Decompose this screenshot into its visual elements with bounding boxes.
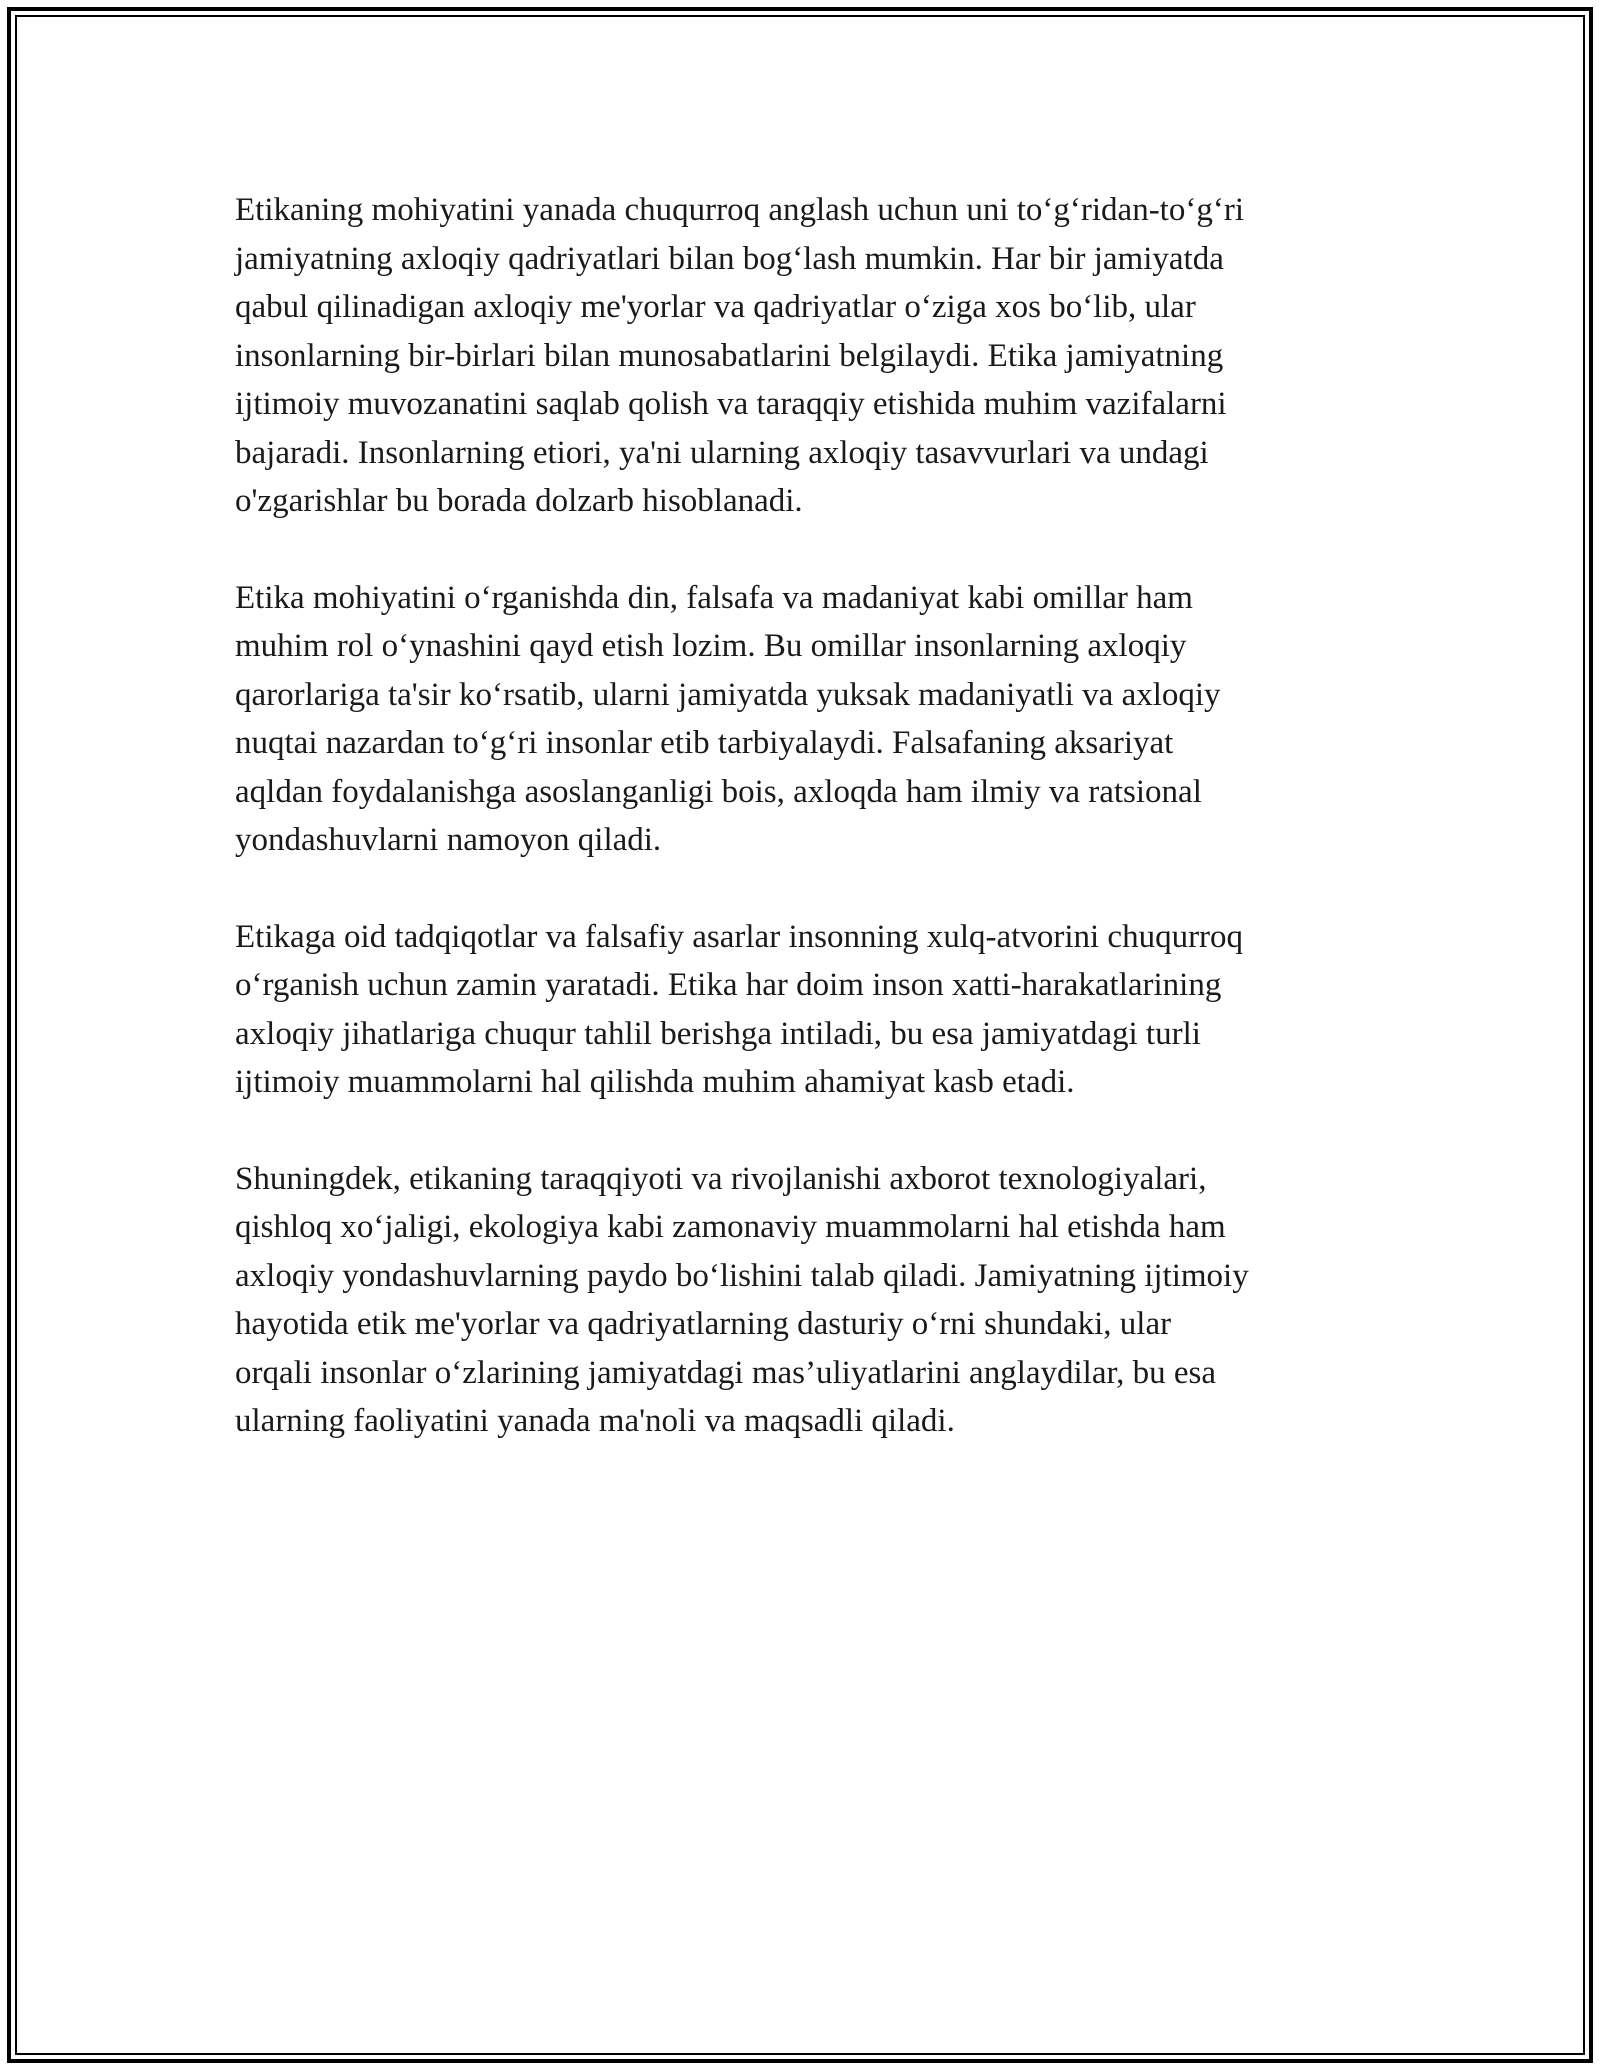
paragraph-2: Etika mohiyatini o‘rganishda din, falsafa va madaniyat kabi omillar ham muhim rol o‘ynashini qayd etish lozim. Bu omillar insonlarning axloqiy qarorlariga ta'sir ko‘rsatib, ularni jamiyatda yuksak madaniyatli va axloqiy nuqtai nazardan to‘g‘ri insonlar etib tarbiyalaydi. Falsafaning aksariyat aqldan foydalanishga asoslanganligi bois, axloqda ham ilmiy va ratsional yondashuvlarni namoyon qiladi.: [235, 579, 1221, 858]
paragraph-1: Etikaning mohiyatini yanada chuqurroq anglash uchun uni to‘g‘ridan-to‘g‘ri jamiyatning axloqiy qadriyatlari bilan bog‘lash mumkin. Har bir jamiyatda qabul qilinadigan axloqiy me'yorlar va qadriyatlar o‘ziga xos bo‘lib, ular insonlarning bir-birlari bilan munosabatlarini belgilaydi. Etika jamiyatning ijtimoiy muvozanatini saqlab qolish va taraqqiy etishida muhim vazifalarni bajaradi. Insonlarning etiori, ya'ni ularning axloqiy tasavvurlari va undagi o'zgarishlar bu borada dolzarb hisoblanadi.: [235, 192, 1244, 519]
paragraph-4: Shuningdek, etikaning taraqqiyoti va rivojlanishi axborot texnologiyalari, qishloq xo‘jaligi, ekologiya kabi zamonaviy muammolarni hal etishda ham axloqiy yondashuvlarning paydo bo‘lishini talab qiladi. Jamiyatning ijtimoiy hayotida etik me'yorlar va qadriyatlarning dasturiy o‘rni shundaki, ular orqali insonlar o‘zlarining jamiyatdagi mas’uliyatlarini anglaydilar, bu esa ularning faoliyatini yanada ma'noli va maqsadli qiladi.: [235, 1160, 1249, 1439]
document-body: [235, 186, 1365, 1494]
paragraph-3: Etikaga oid tadqiqotlar va falsafiy asarlar insonning xulq-atvorini chuqurroq o‘rganish uchun zamin yaratadi. Etika har doim inson xatti-harakatlarining axloqiy jihatlariga chuqur tahlil berishga intiladi, bu esa jamiyatdagi turli ijtimoiy muammolarni hal qilishda muhim ahamiyat kasb etadi.: [235, 918, 1244, 1100]
